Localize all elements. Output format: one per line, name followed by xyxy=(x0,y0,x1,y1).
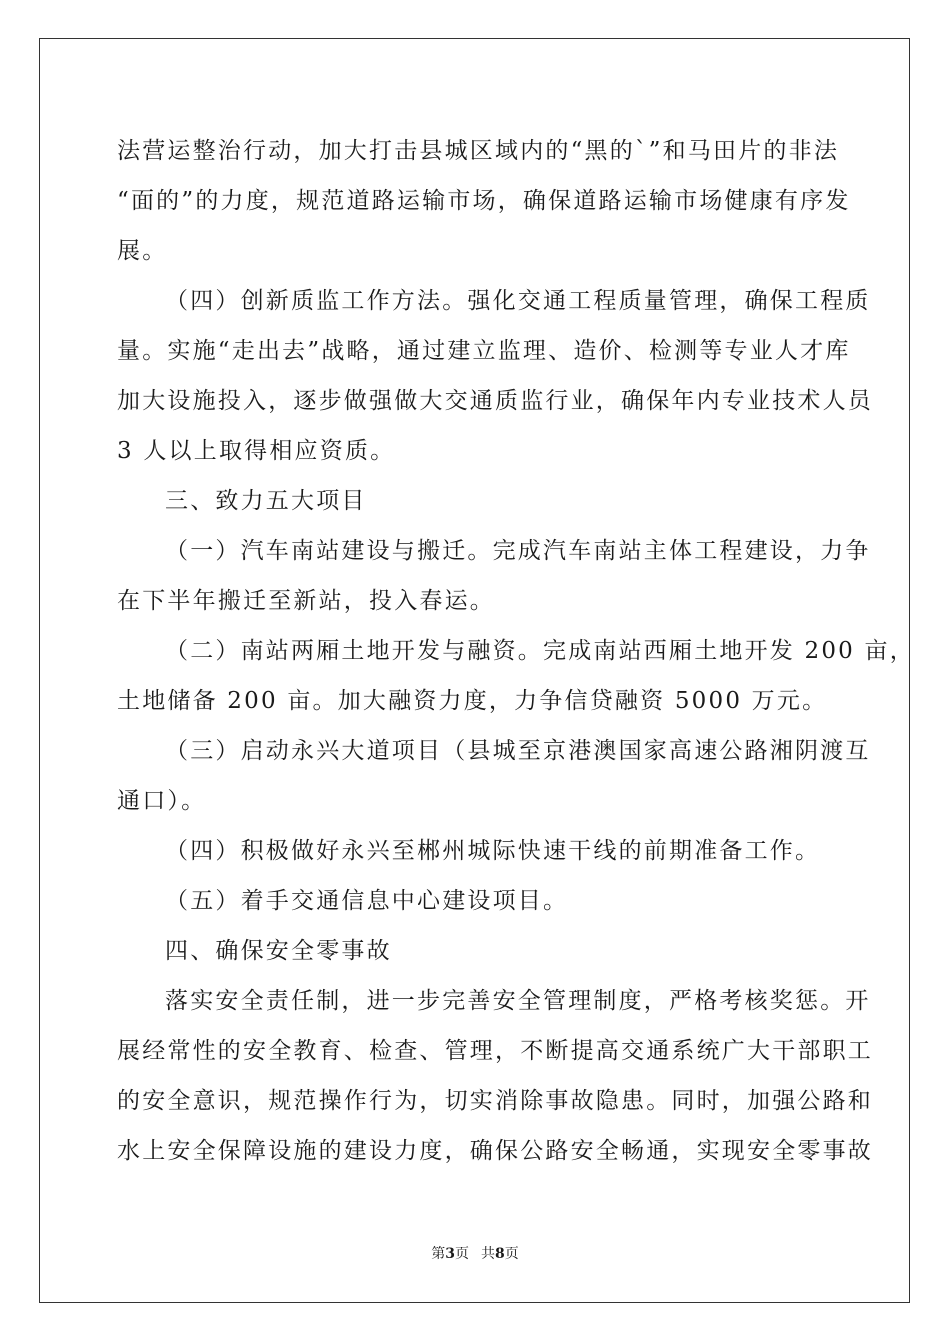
footer-page-number: 3 xyxy=(445,1246,455,1262)
paragraph-line: （四）积极做好永兴至郴州城际快速干线的前期准备工作。 xyxy=(165,838,821,864)
paragraph-line: 落实安全责任制，进一步完善安全管理制度，严格考核奖惩。开 xyxy=(165,988,871,1014)
paragraph-line: （三）启动永兴大道项目（县城至京港澳国家高速公路湘阴渡互 xyxy=(165,738,871,764)
paragraph-line: 加大设施投入，逐步做强做大交通质监行业，确保年内专业技术人员 xyxy=(117,388,873,414)
paragraph-line: 四、确保安全零事故 xyxy=(165,938,392,964)
paragraph-line: 水上安全保障设施的建设力度，确保公路安全畅通，实现安全零事故 xyxy=(117,1138,873,1164)
paragraph-line: 展经常性的安全教育、检查、管理，不断提高交通系统广大干部职工 xyxy=(117,1038,873,1064)
paragraph-line: 土地储备 200 亩。加大融资力度，力争信贷融资 5000 万元。 xyxy=(117,688,828,714)
paragraph-line: 3 人以上取得相应资质。 xyxy=(117,438,396,464)
page-footer xyxy=(0,1244,950,1264)
footer-total-number: 8 xyxy=(495,1246,505,1262)
footer-total-prefix: 共 xyxy=(481,1246,495,1262)
paragraph-line: “面的”的力度，规范道路运输市场，确保道路运输市场健康有序发 xyxy=(117,188,851,214)
paragraph-line: 量。实施“走出去”战略，通过建立监理、造价、检测等专业人才库 xyxy=(117,338,851,364)
paragraph-line: （二）南站两厢土地开发与融资。完成南站西厢土地开发 200 亩， xyxy=(165,638,915,664)
footer-page-suffix: 页 xyxy=(455,1246,469,1262)
paragraph-line: （五）着手交通信息中心建设项目。 xyxy=(165,888,569,914)
paragraph-line: 的安全意识，规范操作行为，切实消除事故隐患。同时，加强公路和 xyxy=(117,1088,873,1114)
footer-page-prefix: 第 xyxy=(431,1246,446,1262)
paragraph-line: 三、致力五大项目 xyxy=(165,488,367,514)
paragraph-line: 展。 xyxy=(117,238,168,264)
paragraph-line: （一）汽车南站建设与搬迁。完成汽车南站主体工程建设，力争 xyxy=(165,538,871,564)
paragraph-line: （四）创新质监工作方法。强化交通工程质量管理，确保工程质 xyxy=(165,288,871,314)
footer-total-suffix: 页 xyxy=(504,1246,519,1262)
paragraph-line: 通口）。 xyxy=(117,788,207,814)
paragraph-line: 在下半年搬迁至新站，投入春运。 xyxy=(117,588,495,614)
document-body xyxy=(117,129,915,1179)
paragraph-line: 法营运整治行动，加大打击县城区域内的“黑的`”和马田片的非法 xyxy=(117,138,840,164)
